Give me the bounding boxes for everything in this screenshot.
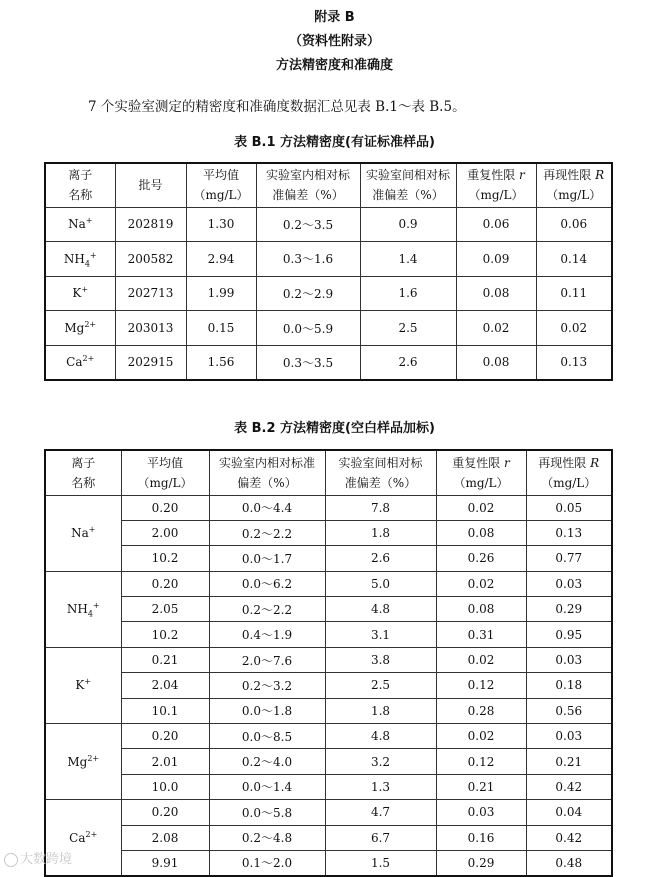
reproducibility-cell: 0.03: [526, 571, 612, 596]
intra-rsd-cell: 0.2～4.0: [209, 749, 325, 774]
ion-subscript: 4: [87, 609, 93, 619]
average-cell: 2.05: [121, 597, 209, 622]
repeatability-cell: 0.29: [436, 850, 526, 875]
reproducibility-cell: 0.56: [526, 698, 612, 723]
table1-header-row: [45, 163, 612, 207]
intra-rsd-cell: 0.2～2.2: [209, 520, 325, 545]
inter-rsd-cell: 1.8: [325, 520, 436, 545]
table-row: [45, 345, 612, 380]
ion-charge: +: [88, 525, 96, 535]
ion-charge: +: [89, 250, 97, 260]
table2-header-row: [45, 450, 612, 495]
repeatability-cell: 0.26: [436, 546, 526, 571]
reproducibility-cell: 0.04: [526, 800, 612, 825]
ion-subscript: 4: [84, 259, 90, 269]
table-row: [45, 495, 612, 520]
ion-symbol: K: [75, 678, 85, 693]
repeatability-cell: 0.31: [436, 622, 526, 647]
average-cell: 0.20: [121, 495, 209, 520]
intra-rsd-cell: 0.2～4.8: [209, 825, 325, 850]
ion-name-cell: [45, 242, 115, 277]
average-cell: 10.0: [121, 774, 209, 799]
intro-paragraph: 7 个实验室测定的精密度和准确度数据汇总见表 B.1～表 B.5。: [88, 99, 466, 115]
inter-rsd-cell: 5.0: [325, 571, 436, 596]
intra-rsd-cell: 0.2～3.2: [209, 673, 325, 698]
batch-cell: 200582: [115, 242, 186, 277]
appendix-title: 附录 B: [314, 10, 355, 25]
average-cell: 2.94: [186, 242, 256, 277]
table1-header-repeatability: 重复性限 r （mg/L）: [456, 163, 536, 207]
repeatability-cell: 0.28: [436, 698, 526, 723]
table2-header-repeatability: 重复性限 r （mg/L）: [436, 450, 526, 495]
ion-charge: 2+: [84, 320, 97, 330]
repeatability-cell: 0.16: [436, 825, 526, 850]
repeatability-cell: 0.02: [456, 311, 536, 346]
ion-charge: 2+: [82, 354, 95, 364]
section-title: 方法精密度和准确度: [275, 58, 393, 73]
batch-cell: 203013: [115, 311, 186, 346]
table-row: [45, 597, 612, 622]
table-row: [45, 698, 612, 723]
batch-cell: 202713: [115, 276, 186, 311]
table-row: [45, 311, 612, 346]
average-cell: 10.2: [121, 622, 209, 647]
average-cell: 0.15: [186, 311, 256, 346]
table-row: [45, 571, 612, 596]
repeatability-cell: 0.08: [456, 276, 536, 311]
repeatability-cell: 0.12: [436, 749, 526, 774]
ion-symbol: Ca: [66, 355, 83, 370]
inter-rsd-cell: 2.5: [360, 311, 456, 346]
table1-caption: 表 B.1 方法精密度(有证标准样品): [234, 135, 435, 150]
ion-symbol: Mg: [67, 754, 88, 769]
intra-rsd-cell: 0.0～4.4: [209, 495, 325, 520]
ion-symbol: Mg: [64, 321, 85, 336]
average-cell: 1.99: [186, 276, 256, 311]
reproducibility-cell: 0.48: [526, 850, 612, 875]
table-row: [45, 825, 612, 850]
average-cell: 0.20: [121, 571, 209, 596]
table1-header-batch: 批号: [115, 163, 186, 207]
ion-name-cell: [45, 647, 121, 723]
table1-header-avg: 平均值 （mg/L）: [186, 163, 256, 207]
table-row: [45, 673, 612, 698]
appendix-note: （资料性附录）: [288, 34, 380, 49]
inter-rsd-cell: 4.8: [325, 597, 436, 622]
table1-header-reproducibility: 再现性限 R （mg/L）: [536, 163, 612, 207]
reproducibility-cell: 0.29: [526, 597, 612, 622]
inter-rsd-cell: 6.7: [325, 825, 436, 850]
inter-rsd-cell: 1.6: [360, 276, 456, 311]
table2-header-reproducibility: 再现性限 R （mg/L）: [526, 450, 612, 495]
inter-rsd-cell: 3.2: [325, 749, 436, 774]
table2-header-inter-rsd: 实验室间相对标 准偏差（%）: [325, 450, 436, 495]
precision-table-certified: [44, 162, 613, 381]
reproducibility-cell: 0.06: [536, 207, 612, 242]
average-cell: 1.30: [186, 207, 256, 242]
ion-charge: +: [92, 601, 100, 611]
reproducibility-cell: 0.95: [526, 622, 612, 647]
table-row: [45, 647, 612, 672]
repeatability-cell: 0.21: [436, 774, 526, 799]
table1-header-intra-rsd: 实验室内相对标 准偏差（%）: [256, 163, 360, 207]
average-cell: 2.01: [121, 749, 209, 774]
table-row: [45, 242, 612, 277]
ion-symbol: K: [72, 286, 82, 301]
average-cell: 0.20: [121, 800, 209, 825]
ion-charge: +: [81, 285, 89, 295]
intra-rsd-cell: 0.2～2.2: [209, 597, 325, 622]
inter-rsd-cell: 1.8: [325, 698, 436, 723]
table-row: [45, 724, 612, 749]
intra-rsd-cell: 0.0～1.7: [209, 546, 325, 571]
table1-header-inter-rsd: 实验室间相对标 准偏差（%）: [360, 163, 456, 207]
ion-name-cell: [45, 724, 121, 800]
table2-header-avg: 平均值 （mg/L）: [121, 450, 209, 495]
inter-rsd-cell: 1.5: [325, 850, 436, 875]
ion-name-cell: [45, 345, 115, 380]
intra-rsd-cell: 0.3～1.6: [256, 242, 360, 277]
average-cell: 0.20: [121, 724, 209, 749]
inter-rsd-cell: 4.7: [325, 800, 436, 825]
average-cell: 2.08: [121, 825, 209, 850]
ion-symbol: Ca: [69, 830, 86, 845]
inter-rsd-cell: 3.8: [325, 647, 436, 672]
reproducibility-cell: 0.77: [526, 546, 612, 571]
ion-charge: +: [84, 677, 92, 687]
table2-header-intra-rsd: 实验室内相对标准 偏差（%）: [209, 450, 325, 495]
reproducibility-cell: 0.42: [526, 825, 612, 850]
inter-rsd-cell: 2.6: [325, 546, 436, 571]
intra-rsd-cell: 0.0～8.5: [209, 724, 325, 749]
repeatability-cell: 0.02: [436, 571, 526, 596]
table-row: [45, 276, 612, 311]
intra-rsd-cell: 0.0～6.2: [209, 571, 325, 596]
reproducibility-cell: 0.21: [526, 749, 612, 774]
inter-rsd-cell: 7.8: [325, 495, 436, 520]
repeatability-cell: 0.12: [436, 673, 526, 698]
table1-header-ion: 离子 名称: [45, 163, 115, 207]
average-cell: 1.56: [186, 345, 256, 380]
reproducibility-cell: 0.11: [536, 276, 612, 311]
intra-rsd-cell: 0.0～1.8: [209, 698, 325, 723]
reproducibility-cell: 0.03: [526, 724, 612, 749]
intra-rsd-cell: 0.0～1.4: [209, 774, 325, 799]
intra-rsd-cell: 0.0～5.9: [256, 311, 360, 346]
table2-caption: 表 B.2 方法精密度(空白样品加标): [234, 421, 435, 436]
reproducibility-cell: 0.03: [526, 647, 612, 672]
table-row: [45, 850, 612, 875]
average-cell: 10.1: [121, 698, 209, 723]
table-row: [45, 749, 612, 774]
ion-symbol: Na: [71, 526, 89, 541]
batch-cell: 202915: [115, 345, 186, 380]
ion-name-cell: [45, 571, 121, 647]
average-cell: 9.91: [121, 850, 209, 875]
repeatability-cell: 0.08: [456, 345, 536, 380]
inter-rsd-cell: 1.3: [325, 774, 436, 799]
reproducibility-cell: 0.18: [526, 673, 612, 698]
ion-charge: +: [85, 216, 93, 226]
intra-rsd-cell: 0.4～1.9: [209, 622, 325, 647]
intra-rsd-cell: 0.2～2.9: [256, 276, 360, 311]
intra-rsd-cell: 0.0～5.8: [209, 800, 325, 825]
brand-logo-icon: [4, 853, 18, 867]
reproducibility-cell: 0.02: [536, 311, 612, 346]
table-row: [45, 774, 612, 799]
batch-cell: 202819: [115, 207, 186, 242]
table-row: [45, 520, 612, 545]
intra-rsd-cell: 0.1～2.0: [209, 850, 325, 875]
ion-name-cell: [45, 276, 115, 311]
repeatability-cell: 0.08: [436, 520, 526, 545]
reproducibility-cell: 0.13: [536, 345, 612, 380]
ion-name-cell: [45, 495, 121, 571]
reproducibility-cell: 0.42: [526, 774, 612, 799]
table-row: [45, 207, 612, 242]
table-row: [45, 622, 612, 647]
repeatability-cell: 0.03: [436, 800, 526, 825]
average-cell: 2.00: [121, 520, 209, 545]
ion-symbol: NH: [63, 251, 85, 266]
inter-rsd-cell: 0.9: [360, 207, 456, 242]
intra-rsd-cell: 2.0～7.6: [209, 647, 325, 672]
table-row: [45, 800, 612, 825]
average-cell: 10.2: [121, 546, 209, 571]
ion-symbol: NH: [66, 602, 88, 617]
precision-table-spiked-blank: [44, 449, 613, 877]
repeatability-cell: 0.08: [436, 597, 526, 622]
reproducibility-cell: 0.14: [536, 242, 612, 277]
intra-rsd-cell: 0.2～3.5: [256, 207, 360, 242]
ion-name-cell: [45, 207, 115, 242]
watermark-text: 大数跨境: [20, 852, 73, 867]
watermark: [4, 848, 72, 867]
ion-symbol: Na: [68, 217, 86, 232]
average-cell: 2.04: [121, 673, 209, 698]
average-cell: 0.21: [121, 647, 209, 672]
table2-header-ion: 离子 名称: [45, 450, 121, 495]
repeatability-cell: 0.02: [436, 495, 526, 520]
repeatability-cell: 0.06: [456, 207, 536, 242]
ion-charge: 2+: [85, 829, 98, 839]
reproducibility-cell: 0.05: [526, 495, 612, 520]
intra-rsd-cell: 0.3～3.5: [256, 345, 360, 380]
table-row: [45, 546, 612, 571]
inter-rsd-cell: 1.4: [360, 242, 456, 277]
ion-charge: 2+: [87, 753, 100, 763]
repeatability-cell: 0.02: [436, 647, 526, 672]
repeatability-cell: 0.02: [436, 724, 526, 749]
ion-name-cell: [45, 311, 115, 346]
inter-rsd-cell: 2.5: [325, 673, 436, 698]
reproducibility-cell: 0.13: [526, 520, 612, 545]
inter-rsd-cell: 2.6: [360, 345, 456, 380]
repeatability-cell: 0.09: [456, 242, 536, 277]
inter-rsd-cell: 3.1: [325, 622, 436, 647]
inter-rsd-cell: 4.8: [325, 724, 436, 749]
